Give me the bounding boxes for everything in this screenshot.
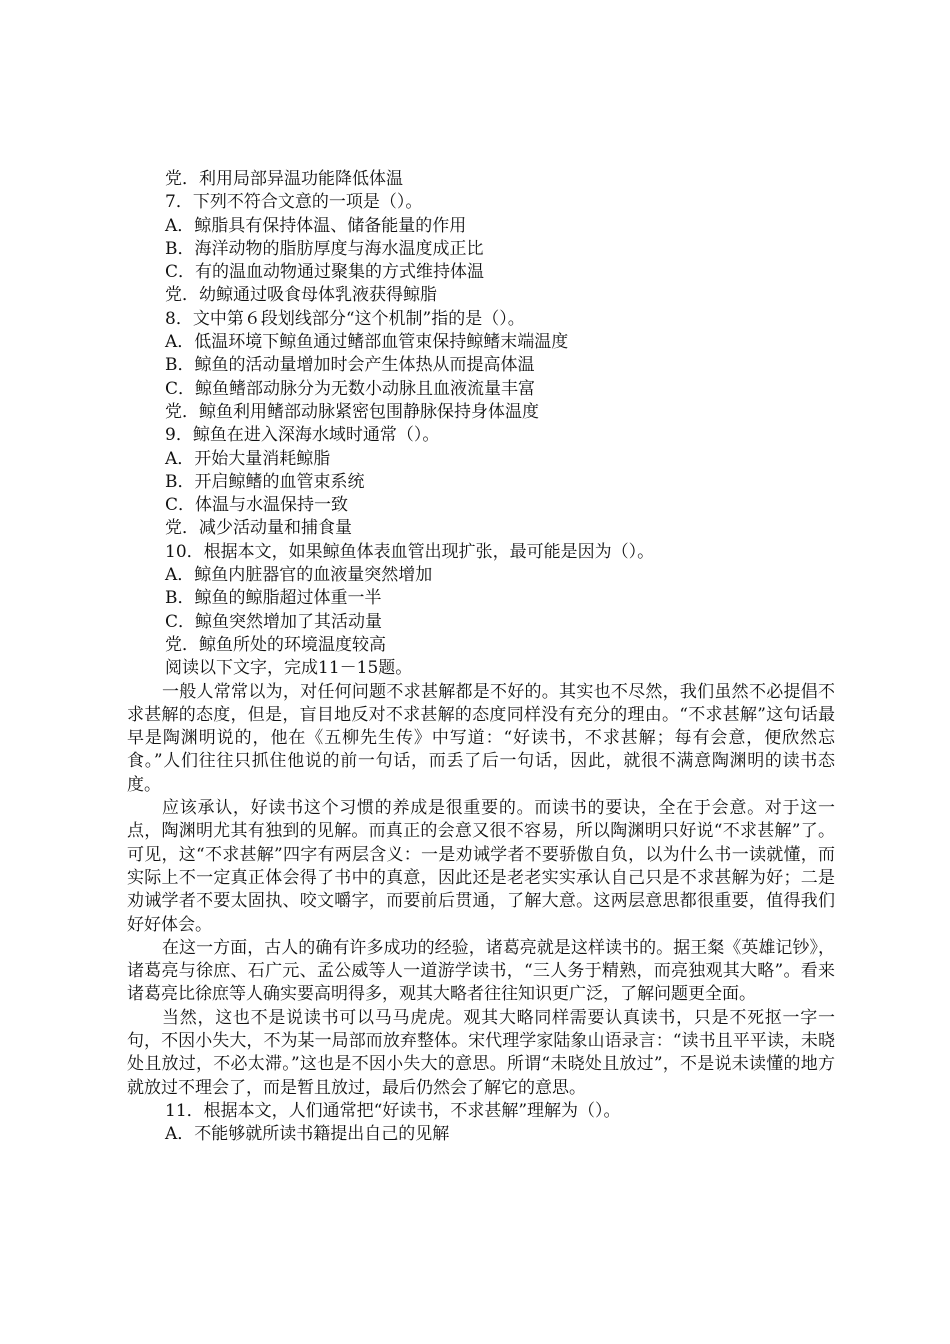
passage-paragraph-4: 当然，这也不是说读书可以马马虎虎。观其大略同样需要认真读书，只是不死抠一字一句，不因小失大，不为某一局部而放弃整体。宋代理学家陆象山语录言：“读书且平平读，未晓处且放过，不必太滞。”这也是不因小失大的意思。所谓“未晓处且放过”，不是说未读懂的地方就放过不理会了，而是暂且放过，最后仍然会了解它的意思。 [127,1007,835,1098]
passage-paragraph-3: 在这一方面，古人的确有许多成功的经验，诸葛亮就是这样读书的。据王粲《英雄记钞》，诸葛亮与徐庶、石广元、孟公威等人一道游学读书，“三人务于精熟，而亮独观其大略”。看来诸葛亮比徐庶等人确实要高明得多，观其大略者往往知识更广泛，了解问题更全面。 [127,937,835,1005]
reading-passage [127,681,835,1100]
question-block-11 [127,1100,835,1147]
option-d-q7: 党．幼鲸通过吸食母体乳液获得鲸脂 [165,285,437,306]
passage-paragraph-2: 应该承认，好读书这个习惯的养成是很重要的。而读书的要诀，全在于会意。对于这一点，陶渊明尤其有独到的见解。而真正的会意又很不容易，所以陶渊明只好说“不求甚解”了。可见，这“不求甚解”四字有两层含义：一是劝诫学者不要骄傲自负，以为什么书一读就懂，而实际上不一定真正体会得了书中的真意，因此还是老老实实承认自己只是不求甚解为好；二是劝诫学者不要太固执、咬文嚼字，而要前后贯通，了解大意。这两层意思都很重要，值得我们好好体会。 [127,798,835,935]
option-c-q7: C．有的温血动物通过聚集的方式维持体温 [165,262,485,283]
option-a-q10: A．鲸鱼内脏器官的血液量突然增加 [165,565,433,586]
option-b-q8: B．鲸鱼的活动量增加时会产生体热从而提高体温 [165,355,535,376]
option-b-q9: B．开启鲸鳍的血管束系统 [165,471,365,492]
option-b-q10: B．鲸鱼的鲸脂超过体重一半 [165,588,382,609]
option-b-q7: B．海洋动物的脂肪厚度与海水温度成正比 [165,238,484,259]
question-block-7-10 [127,168,835,681]
option-c-q8: C．鲸鱼鳍部动脉分为无数小动脉且血液流量丰富 [165,378,536,399]
option-a-q7: A．鲸脂具有保持体温、储备能量的作用 [165,215,467,236]
option-c-q9: C．体温与水温保持一致 [165,495,349,516]
reading-instruction: 阅读以下文字，完成11－15题。 [165,658,413,679]
option-a-q8: A．低温环境下鲸鱼通过鳍部血管束保持鲸鳍末端温度 [165,332,569,353]
option-c-q10: C．鲸鱼突然增加了其活动量 [165,611,383,632]
option-d-q8: 党．鲸鱼利用鳍部动脉紧密包围静脉保持身体温度 [165,401,539,422]
question-9: 9．鲸鱼在进入深海水域时通常（）。 [165,425,440,446]
option-d-q6: 党．利用局部异温功能降低体温 [165,169,403,189]
option-a-q11: A．不能够就所读书籍提出自己的见解 [165,1124,450,1145]
document-page [127,168,835,1146]
question-10: 10．根据本文，如果鲸鱼体表血管出现扩张，最可能是因为（）。 [165,541,655,562]
option-d-q10: 党．鲸鱼所处的环境温度较高 [165,634,386,655]
passage-paragraph-1: 一般人常常以为，对任何问题不求甚解都是不好的。其实也不尽然，我们虽然不必提倡不求甚解的态度，但是，盲目地反对不求甚解的态度同样没有充分的理由。“不求甚解”这句话最早是陶渊明说的，他在《五柳先生传》中写道：“好读书，不求甚解；每有会意，便欣然忘食。”人们往往只抓住他说的前一句话，而丢了后一句话，因此，就很不满意陶渊明的读书态度。 [127,681,835,795]
question-7: 7．下列不符合文意的一项是（）。 [165,192,423,213]
option-d-q9: 党．减少活动量和捕食量 [165,518,352,539]
option-a-q9: A．开始大量消耗鲸脂 [165,448,331,469]
question-11: 11．根据本文，人们通常把“好读书，不求甚解”理解为（）。 [165,1100,621,1121]
question-8: 8．文中第６段划线部分“这个机制”指的是（）。 [165,308,525,329]
